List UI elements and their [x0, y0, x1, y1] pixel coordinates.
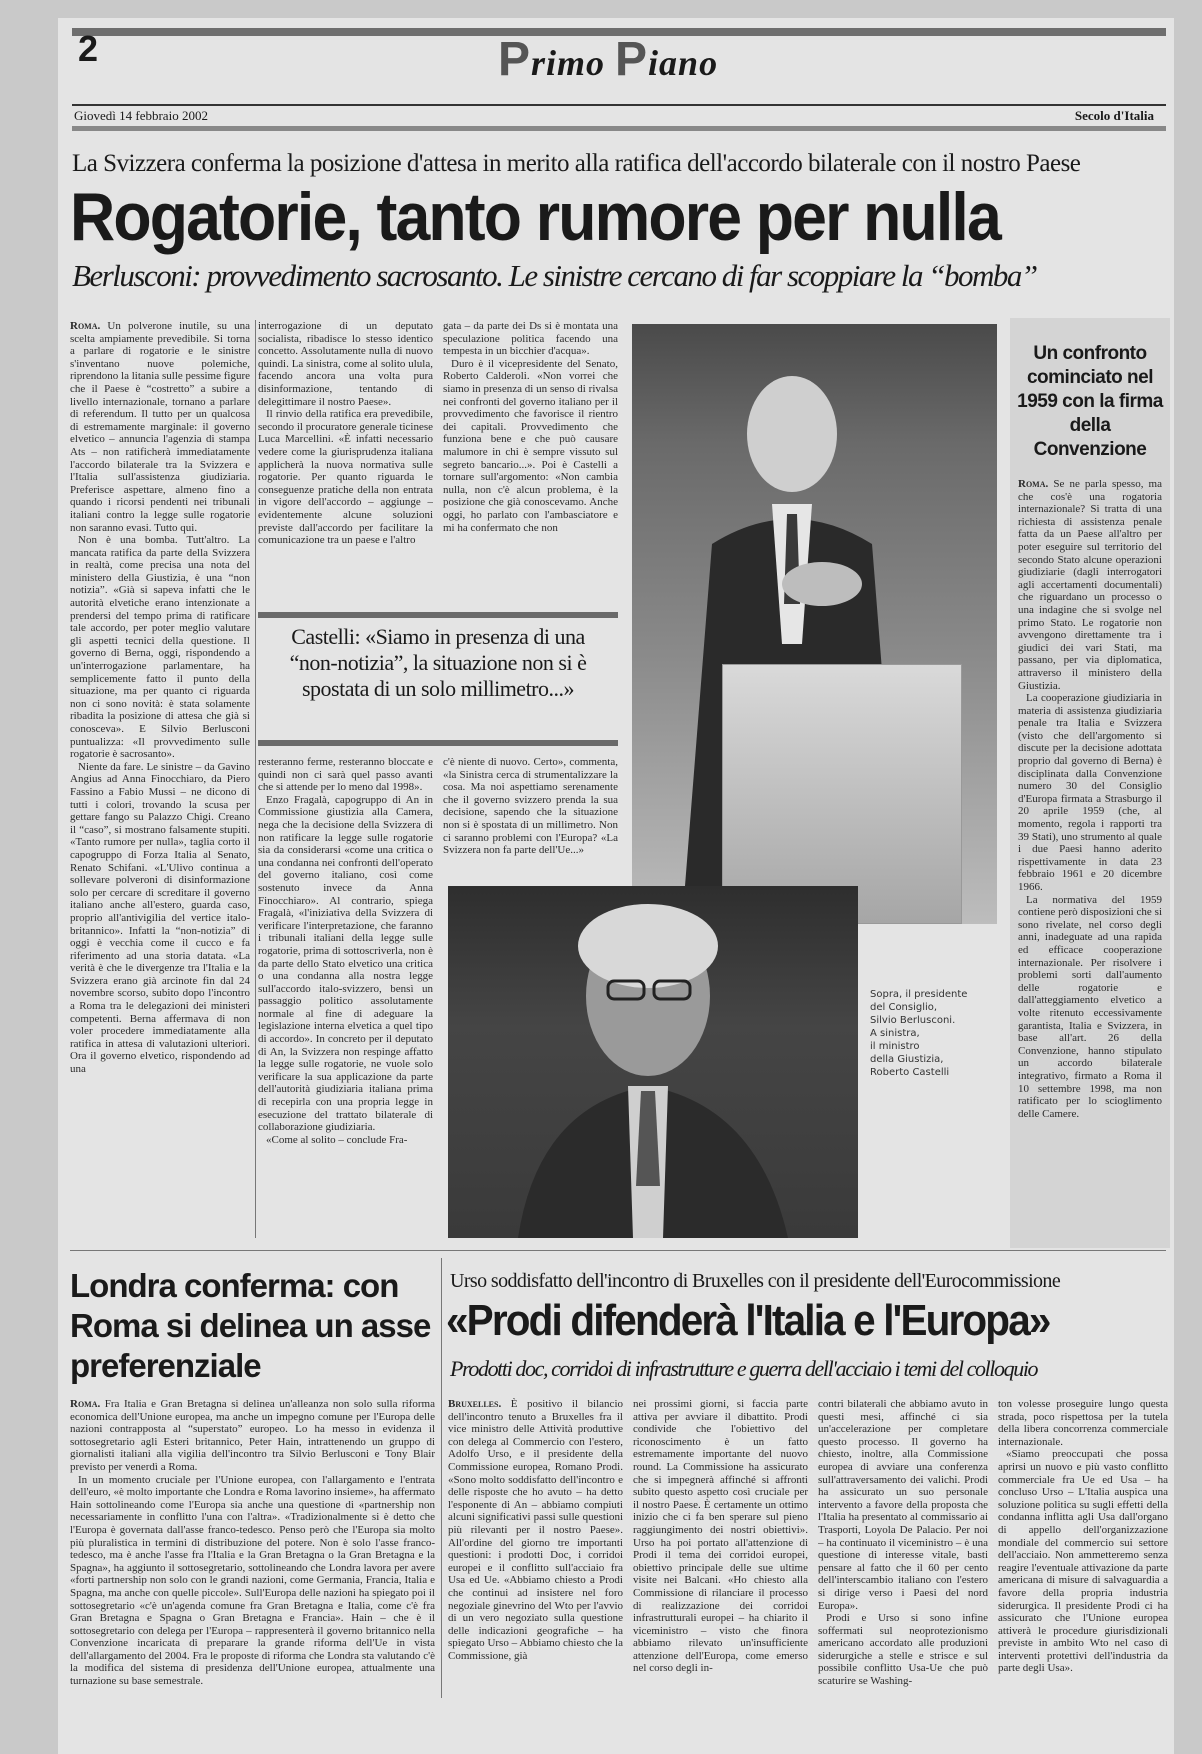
prodi-headline: «Prodi difenderà l'Italia e l'Europa» [446, 1296, 1050, 1345]
sidebar-title: Un confronto cominciato nel 1959 con la firma della Convenzione [1017, 343, 1163, 460]
prodi-kicker: Urso soddisfatto dell'incontro di Bruxelles con il presidente dell'Eurocommissione [450, 1270, 1061, 1292]
dateline: Roma. [1018, 478, 1049, 490]
pullquote: Castelli: «Siamo in presenza di una “non-notizia”, la situazione non si è spostata di un solo millimetro...» [289, 624, 587, 701]
dateline: Roma. [70, 1398, 101, 1410]
lead-column-2-top: interrogazione di un deputato socialista, ribadisce lo stesso identico concetto. Assolutamente nulla di nuovo quindi. La sinistra, come al solito ulula, facendo ancora una volta pura disinformazione, tentando di delegittimare il nostro Paese». Il rinvio della ratifica era prevedibile, secondo il procuratore generale ticinese Luca Marcellini. «È infatti necessario vedere come la giurisprudenza italiana applicherà la nuova normativa sulle rogatorie. Per quanto riguarda le conseguenze pratiche della non entrata in vigore dell'accordo – aggiunge – evidentemente alcune soluzioni previste dall'accordo per facilitare la comunicazione tra un paese e l'altro [258, 320, 433, 547]
section-divider [70, 1250, 1166, 1251]
sidebar-box [1010, 318, 1170, 1248]
prodi-column-4: ton volesse proseguire lungo questa strada, poco rispettosa per la tutela della libera concorrenza commerciale internazionale. «Siamo preoccupati che possa aprirsi un nuovo e più vasto conflitto commerciale fra Ue ed Usa – ha concluso Urso – L'Italia auspica una soluzione politica su sugli effetti della condanna inflitta agli Usa dall'organo di appello dell'organizzazione mondiale del commercio sui settore dell'acciaio. Non ammetteremo senza reagire l'eventuale attivazione da parte americana di misure di salvaguardia a favore della propria industria siderurgica. Il presidente Prodi ci ha assicurato che l'Unione europea attiverà le procedure giurisdizionali previste in ambito Wto nel caso di interventi protettivi dell'industria da parte degli Usa». [998, 1398, 1168, 1675]
newspaper-page [58, 18, 1174, 1754]
dateline: Roma. [70, 320, 101, 332]
column-divider [441, 1258, 442, 1698]
pullquote-rule-top [258, 612, 618, 618]
dateline: Bruxelles. [448, 1398, 502, 1410]
londra-body: Roma. Fra Italia e Gran Bretagna si delinea un'alleanza non solo sulla riforma economica dell'Unione europea, ma anche un impegno comune per l'Europa delle nazioni contrapposta al “superstato” europeo. Lo ha messo in evidenza il sottosegretario agli Esteri britannico, Peter Hain, intrattenendo un gruppo di giornalisti italiani alla vigilia dell'incontro tra Silvio Berlusconi e Tony Blair previsto per venerdì a Roma. In un momento cruciale per l'Unione europea, con l'allargamento e l'entrata dell'euro, «è molto importante che Londra e Roma lavorino insieme», ha affermato Hain sottolineando come l'Europa sia anche una questione di «partnership non necessariamente in conflitto l'una con l'altra». «Tradizionalmente si è detto che l'Europa è governata dall'asse franco-tedesco. Penso però che l'Europa sia molto più pluralistica in termini di distribuzione del potere. Non è solo l'asse franco-tedesco, ma è anche l'asse fra l'Italia e la Gran Bretagna o la Gran Bretagna e la Spagna», ha aggiunto il sottosegretario, sottolineando che Londra lavora per avere «forti partnership non solo con le grandi nazioni, come Germania, Francia, Italia e Spagna, ma anche con quelle piccole». Sull'Europa delle nazioni ha spiegato poi il sottosegretario «c'è un'agenda comune fra Gran Bretagna e Italia, come c'è fra Gran Bretagna e Spagna o Gran Bretagna e Francia». Hain – che è il sottosegretario con delega per l'Europa – rappresenterà il governo britannico nella Convenzione incaricata di preparare la grande riforma dell'Ue in vista dell'allargamento del 2004. Fra le proposte di riforma che Londra sta valutando c'è la modifica del sistema di presidenza dell'Unione europea, attualmente una turnazione su base semestrale. [70, 1398, 435, 1688]
lead-subhead: Berlusconi: provvedimento sacrosanto. Le sinistre cercano di far scoppiare la “bomba” [72, 258, 1037, 293]
lead-column-1: Roma. Un polverone inutile, su una scelta ampiamente prevedibile. Si torna a parlare di rogatorie e le sinistre s'inventano nuove polemiche, riprendono la litania sulle pessime figure che il Paese è “costretto” a subire a livello internazionale, tornano a parlare di referendum. Il tutto per un qualcosa di estremamente marginale: il governo elvetico – annuncia l'agenzia di stampa Ats – non ratificherà immediatamente l'accordo bilaterale tra la Svizzera e l'Italia sull'assistenza giudiziaria. Preferisce aspettare, almeno fino a quando i ricorsi pendenti nei tribunali italiani contro la legge sulle rogatorie non saranno evasi. Tutto qui. Non è una bomba. Tutt'altro. La mancata ratifica da parte della Svizzera in realtà, come precisa una nota del ministero della Giustizia, è una “non notizia”. «Già si sapeva infatti che le autorità elvetiche erano intenzionate a prendersi del tempo prima di ratificare tale accordo, per poter meglio valutare gli aspetti tecnici della questione. Il governo di Berna, oggi, rispondendo a un'interrogazione parlamentare, ha semplicemente fatto il punto della situazione, ma per quanto ci riguarda non ci sono novità: è stata solamente ribadita la posizione di attesa che già si conosceva». E Silvio Berlusconi puntualizza: «Il provvedimento sulle rogatorie è sacrosanto». Niente da fare. Le sinistre – da Gavino Angius ad Anna Finocchiaro, da Piero Fassino a Fabio Mussi – ne dicono di tutti i colori, trovando la scusa per gettare fango su Palazzo Chigi. Creano il “caso”, si mostrano falsamente stupiti. «Tanto rumore per nulla», taglia corto il capogruppo di Forza Italia al Senato, Renato Schifani. «L'Ulivo continua a sollevare polveroni di disinformazione solo per cercare di screditare il governo italiano anche all'estero, guarda caso, proprio all'antivigilia del vertice italo-britannico». Infatti la “non-notizia” di oggi è vecchia come il cucco e fa riferimento ad una storia datata. «La verità è che le divergenze tra l'Italia e la Svizzera erano già arcinote fin dal 24 novembre scorso, subito dopo l'incontro a Roma tra le delegazioni dei ministeri competenti. Berna affermava di non voler procedere immediatamente alla ratifica in attesa di valutazioni ulteriori. Ora il governo elvetico, rispondendo ad una [70, 320, 250, 1076]
prodi-column-3: contri bilaterali che abbiamo avuto in questi mesi, affinché ci sia un'accelerazione per completare questo processo. Il governo ha chiesto, inoltre, alla Commissione europea di avviare una conferenza sull'attraversamento dei valichi. Prodi ha assicurato un suo personale intervento a favore della proposta che l'Italia ha presentato al commissario ai Trasporti, Loyola De Palacio. Per noi – ha continuato il viceministro – è una questione di interesse vitale, basti pensare al fatto che il 60 per cento dell'interscambio italiano con l'estero si dirige verso i Paesi del nord Europa». Prodi e Urso si sono infine soffermati sul neoprotezionismo americano accordato alle produzioni siderurgiche a stelle e strisce e sul possibile conflitto Usa-Ue che può scaturire se Washing- [818, 1398, 988, 1688]
issue-date: Giovedì 14 febbraio 2002 [74, 108, 208, 123]
section-title: Primo Piano [498, 33, 719, 86]
photo-berlusconi [632, 324, 997, 924]
page-number: 2 [78, 28, 99, 69]
podium [722, 664, 962, 924]
masthead-bottom-rule [72, 126, 1166, 131]
pullquote-rule-bottom [258, 740, 618, 746]
section-title-cap: P [615, 33, 649, 86]
photo-castelli [448, 886, 858, 1238]
column-divider [255, 320, 256, 1238]
londra-headline: Londra conferma: con Roma si delinea un asse preferenziale [70, 1267, 431, 1384]
paper-name: Secolo d'Italia [1074, 108, 1154, 123]
lead-column-3-bottom: c'è niente di nuovo. Certo», commenta, «la Sinistra cerca di strumentalizzare la cosa. Ma noi aspettiamo serenamente che il governo svizzero prenda la sua decisione, sapendo che la situazione non si è spostata di un millimetro. Non ci saranno problemi con l'Europa? «La Svizzera non fa parte dell'Ue...» [443, 756, 618, 857]
lead-column-3-top: gata – da parte dei Ds si è montata una speculazione politica facendo una tempesta in un bicchier d'acqua». Duro è il vicepresidente del Senato, Roberto Calderoli. «Non vorrei che siamo in presenza di un senso di rivalsa nei confronti del governo italiano per il provvedimento che favorisce il rientro dei capitali. Provvedimento che funziona bene e che può causare malumore in chi è sempre vissuto sul segreto bancario...». Poi è Castelli a tornare sull'argomento: «Non cambia nulla, non c'è alcun problema, è la posizione che già conoscevamo. Anche oggi, ho parlato con l'ambasciatore e mi ha confermato che non [443, 320, 618, 534]
sidebar-body: Roma. Se ne parla spesso, ma che cos'è una rogatoria internazionale? Si tratta di una richiesta di assistenza penale fatta da un Paese all'altro per poter eseguire sul territorio del secondo Stato alcune operazioni giudiziarie (dagli interrogatori agli accertamenti documentali) che riguardano un processo o una indagine che si svolge nel primo Stato. Le rogatorie non avvengono direttamente tra i giudici dei vari Stati, ma passano, per via diplomatica, attraverso il ministero della Giustizia. La cooperazione giudiziaria in materia di assistenza giudiziaria penale tra Italia e Svizzera (visto che dell'argomento si discute per la decisione adottata proprio dal governo di Berna) è disciplinata dalla Convenzione numero 30 del Consiglio d'Europa firmata a Strasburgo il 20 aprile 1959 (che, al momento, regola i rapporti tra 39 Stati), uno strumento al quale i due Paesi hanno aderito rispettivamente in data 23 febbraio 1961 e 20 dicembre 1966. La normativa del 1959 contiene però disposizioni che si sono rivelate, nel corso degli anni, inadeguate ad una rapida ed efficace cooperazione internazionale. Per risolvere i problemi sorti dall'aumento delle rogatorie e dall'atteggiamento elvetico a volte ritenuto eccessivamente garantista, Italia e Svizzera, in base all'art. 26 della Convenzione, hanno stipulato un accordo bilaterale integrativo, firmato a Roma il 10 settembre 1998, ma non ratificato per lo scioglimento delle Camere. [1018, 478, 1162, 1120]
prodi-column-2: nei prossimi giorni, si faccia parte attiva per avviare il dibattito. Prodi condivide che l'obiettivo del riconoscimento è un fatto estremamente importante del nuovo round. La Commissione ha assicurato che si impegnerà affinché si affronti subito questo aspetto così cruciale per il nostro Paese. È certamente un ottimo inizio che ci fa ben sperare sul pieno raggiungimento dei nostri obiettivi». Urso ha poi portato all'attenzione di Prodi il tema dei corridoi europei, obiettivo principale delle sue ultime visite nei Balcani. «Ho chiesto alla Commissione di rilanciare il processo di realizzazione dei corridoi infrastrutturali europei – ha chiarito il viceministro – visto che finora abbiamo rilevato un'insufficiente attenzione dell'Europa, come emerso nel corso degli in- [633, 1398, 808, 1675]
prodi-column-1: Bruxelles. È positivo il bilancio dell'incontro tenuto a Bruxelles fra il vice ministro delle Attività produttive con delega al Commercio con l'estero, Adolfo Urso, e il presidente della Commissione europea, Romano Prodi. «Sono molto soddisfatto dell'incontro e delle risposte che ho avuto – ha detto l'esponente di An – abbiamo compiuti alcuni significativi passi sulle questioni più rilevanti per il nostro Paese». All'ordine del giorno tre importanti questioni: i prodotti Doc, i corridoi europei e il conflitto sull'acciaio fra Usa ed Ue. «Abbiamo chiesto a Prodi che continui ad insistere nel foro negoziale ginevrino del Wto per l'avvio di un vero negoziato sulla questione delle indicazioni geografiche – ha spiegato Urso – Abbiamo chiesto che la Commissione, già [448, 1398, 623, 1662]
lead-headline: Rogatorie, tanto rumore per nulla [70, 179, 1000, 255]
masthead-rule [72, 104, 1166, 106]
lead-column-2-bottom: resteranno ferme, resteranno bloccate e quindi non ci sarà quel passo avanti che si attende per lo meno dal 1998». Enzo Fragalà, capogruppo di An in Commissione giustizia alla Camera, nega che la decisione della Svizzera di non ratificare la legge sulle rogatorie sia da considerarsi «come una critica o una condanna nei confronti dell'operato del governo italiano, così come sostenuto invece da Anna Finocchiaro». Al contrario, spiega Fragalà, «l'iniziativa della Svizzera di verificare l'interpretazione, che faranno i tribunali italiani della legge sulle rogatorie, prima di sottoscriverla, non è da parte dello Stato elvetico una critica o una condanna alla nostra legge sull'accordo italo-svizzero, bensì un passaggio politico assolutamente normale al fine di adeguare la legislazione interna elvetica a quel tipo di accordo». In concreto per il deputato di An, la Svizzera non respinge affatto la legge sulle rogatorie, ne vuole solo verificare la sua applicazione da parte dell'autorità giudiziaria italiana prima di recepirla con una propria legge in esecuzione del trattato bilaterale di collaborazione giudiziaria. «Come al solito – conclude Fra- [258, 756, 433, 1146]
portrait-icon [448, 886, 858, 1238]
section-title-cap: P [498, 33, 532, 86]
photo-caption: Sopra, il presidente del Consiglio, Silvio Berlusconi. A sinistra, il ministro della Giustizia, Roberto Castelli [870, 989, 968, 1078]
prodi-subhead: Prodotti doc, corridoi di infrastrutture e guerra dell'acciaio i temi del colloquio [450, 1356, 1038, 1381]
lead-kicker: La Svizzera conferma la posizione d'attesa in merito alla ratifica dell'accordo bilaterale con il nostro Paese [72, 150, 1081, 177]
